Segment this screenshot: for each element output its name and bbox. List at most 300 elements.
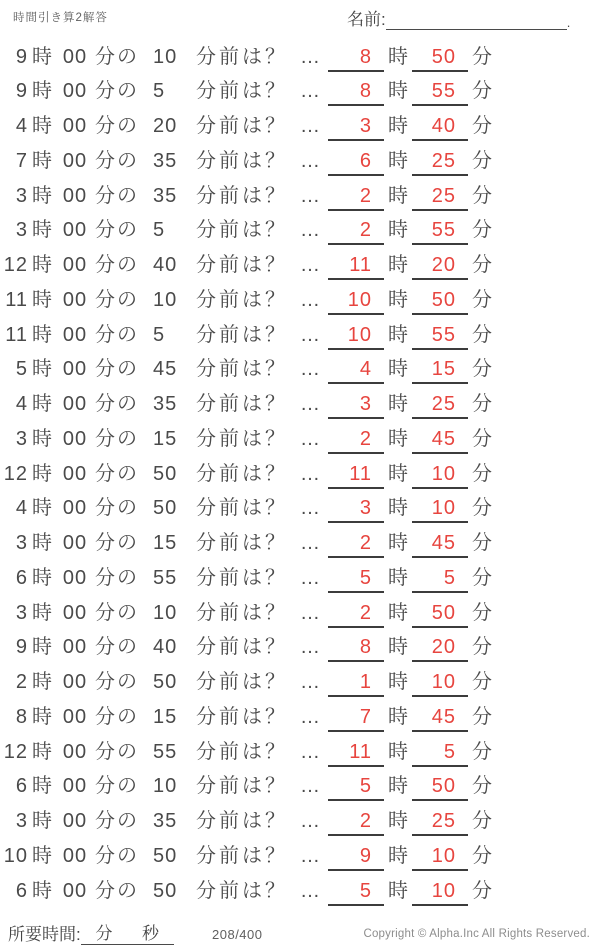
question-subtract-minutes: 40 <box>153 254 178 276</box>
question-hour: 12 <box>3 462 28 485</box>
problem-row <box>0 735 600 770</box>
answer-hour-blank: 3 <box>328 109 384 141</box>
question-base-minutes: 00 <box>62 288 88 311</box>
question-base-minutes: 00 <box>62 45 88 68</box>
problem-row <box>0 630 600 665</box>
question-subtract-minutes: 50 <box>153 462 178 485</box>
question-base-minutes: 00 <box>62 636 88 659</box>
answer-minutes-unit-label: 分 <box>472 740 492 763</box>
problem-row <box>0 561 600 596</box>
question-minutes-no-label: 分の <box>95 80 139 103</box>
problem-row <box>0 769 600 804</box>
question-minutes-no-label: 分の <box>95 775 139 798</box>
question-subtract-minutes: 40 <box>153 636 178 659</box>
question-subtract-minutes: 55 <box>153 740 178 763</box>
ellipsis-leader: … <box>300 80 320 103</box>
question-minutes-before-label: 分前は？ <box>196 844 288 867</box>
question-minutes-no-label: 分の <box>95 462 139 485</box>
answer-hour-unit-label: 時 <box>388 45 408 68</box>
question-subtract-minutes: 5 <box>153 219 166 242</box>
problem-list <box>0 40 600 909</box>
question-hour-unit-label: 時 <box>32 427 52 450</box>
answer-hour-unit-label: 時 <box>388 184 408 207</box>
question-base-minutes: 00 <box>62 601 88 624</box>
answer-hour-blank: 2 <box>328 179 384 211</box>
question-minutes-no-label: 分の <box>95 184 139 207</box>
problem-row <box>0 144 600 179</box>
ellipsis-leader: … <box>300 219 320 242</box>
answer-minutes-blank: 20 <box>412 630 468 662</box>
answer-minutes-blank: 40 <box>412 109 468 141</box>
answer-minutes-unit-label: 分 <box>472 566 492 589</box>
answer-hour-blank: 2 <box>328 526 384 558</box>
question-minutes-before-label: 分前は？ <box>196 149 288 172</box>
answer-minutes-blank: 50 <box>412 40 468 72</box>
question-hour-unit-label: 時 <box>32 45 52 68</box>
answer-minutes-blank: 10 <box>412 874 468 906</box>
question-base-minutes: 00 <box>62 149 88 172</box>
ellipsis-leader: … <box>300 184 320 207</box>
question-hour: 4 <box>15 393 28 415</box>
question-minutes-no-label: 分の <box>95 532 139 554</box>
question-minutes-before-label: 分前は？ <box>196 254 288 276</box>
answer-hour-blank: 7 <box>328 700 384 732</box>
question-subtract-minutes: 15 <box>153 427 178 450</box>
question-hour: 7 <box>15 149 28 172</box>
answer-hour-unit-label: 時 <box>388 358 408 381</box>
ellipsis-leader: … <box>300 601 320 624</box>
answer-minutes-blank: 25 <box>412 804 468 836</box>
answer-hour-blank: 1 <box>328 665 384 697</box>
question-base-minutes: 00 <box>62 427 88 450</box>
question-hour: 12 <box>3 254 28 276</box>
ellipsis-leader: … <box>300 462 320 485</box>
question-hour: 12 <box>3 740 28 763</box>
problem-row <box>0 491 600 526</box>
question-minutes-before-label: 分前は？ <box>196 462 288 485</box>
question-minutes-before-label: 分前は？ <box>196 636 288 659</box>
answer-hour-blank: 4 <box>328 352 384 384</box>
question-base-minutes: 00 <box>62 705 88 728</box>
answer-hour-unit-label: 時 <box>388 810 408 832</box>
question-subtract-minutes: 50 <box>153 671 178 693</box>
question-hour: 3 <box>15 184 28 207</box>
ellipsis-leader: … <box>300 45 320 68</box>
question-hour: 3 <box>15 810 28 832</box>
problem-row <box>0 213 600 248</box>
problem-row <box>0 179 600 214</box>
answer-hour-unit-label: 時 <box>388 149 408 172</box>
question-minutes-before-label: 分前は？ <box>196 879 288 902</box>
question-minutes-no-label: 分の <box>95 844 139 867</box>
answer-hour-unit-label: 時 <box>388 115 408 137</box>
ellipsis-leader: … <box>300 740 320 763</box>
answer-hour-unit-label: 時 <box>388 566 408 589</box>
question-minutes-before-label: 分前は？ <box>196 219 288 242</box>
problem-row <box>0 283 600 318</box>
question-minutes-before-label: 分前は？ <box>196 184 288 207</box>
ellipsis-leader: … <box>300 393 320 415</box>
answer-minutes-unit-label: 分 <box>472 601 492 624</box>
answer-hour-unit-label: 時 <box>388 705 408 728</box>
answer-hour-blank: 3 <box>328 491 384 523</box>
question-hour: 9 <box>15 45 28 68</box>
question-minutes-before-label: 分前は？ <box>196 705 288 728</box>
answer-hour-blank: 8 <box>328 630 384 662</box>
question-minutes-before-label: 分前は？ <box>196 497 288 520</box>
question-minutes-before-label: 分前は？ <box>196 323 288 346</box>
question-hour-unit-label: 時 <box>32 149 52 172</box>
question-minutes-before-label: 分前は？ <box>196 775 288 798</box>
question-base-minutes: 00 <box>62 254 88 276</box>
answer-minutes-blank: 10 <box>412 457 468 489</box>
answer-hour-unit-label: 時 <box>388 879 408 902</box>
question-subtract-minutes: 50 <box>153 844 178 867</box>
answer-hour-blank: 8 <box>328 40 384 72</box>
answer-hour-unit-label: 時 <box>388 636 408 659</box>
seconds-unit-label: 秒 <box>141 924 159 943</box>
question-hour: 11 <box>5 323 28 346</box>
answer-minutes-blank: 25 <box>412 387 468 419</box>
question-minutes-before-label: 分前は？ <box>196 358 288 381</box>
question-base-minutes: 00 <box>62 184 88 207</box>
answer-minutes-blank: 45 <box>412 700 468 732</box>
problem-row <box>0 665 600 700</box>
answer-hour-unit-label: 時 <box>388 775 408 798</box>
answer-minutes-unit-label: 分 <box>472 254 492 276</box>
answer-minutes-blank: 50 <box>412 596 468 628</box>
question-subtract-minutes: 5 <box>153 323 166 346</box>
answer-minutes-blank: 45 <box>412 526 468 558</box>
question-base-minutes: 00 <box>62 775 88 798</box>
question-hour: 9 <box>15 80 28 103</box>
answer-hour-blank: 5 <box>328 769 384 801</box>
answer-minutes-unit-label: 分 <box>472 45 492 68</box>
answer-hour-blank: 9 <box>328 839 384 871</box>
question-hour-unit-label: 時 <box>32 671 52 693</box>
question-subtract-minutes: 15 <box>153 532 178 554</box>
question-base-minutes: 00 <box>62 844 88 867</box>
question-subtract-minutes: 45 <box>153 358 178 381</box>
question-minutes-before-label: 分前は？ <box>196 810 288 832</box>
question-hour: 6 <box>15 879 28 902</box>
question-hour: 4 <box>15 497 28 520</box>
question-subtract-minutes: 10 <box>153 601 178 624</box>
answer-minutes-blank: 5 <box>412 735 468 767</box>
question-minutes-before-label: 分前は？ <box>196 45 288 68</box>
ellipsis-leader: … <box>300 636 320 659</box>
question-hour-unit-label: 時 <box>32 115 52 137</box>
question-minutes-before-label: 分前は？ <box>196 601 288 624</box>
question-hour-unit-label: 時 <box>32 323 52 346</box>
question-minutes-before-label: 分前は？ <box>196 427 288 450</box>
question-hour-unit-label: 時 <box>32 462 52 485</box>
ellipsis-leader: … <box>300 149 320 172</box>
answer-minutes-blank: 25 <box>412 179 468 211</box>
question-subtract-minutes: 10 <box>153 775 178 798</box>
ellipsis-leader: … <box>300 844 320 867</box>
ellipsis-leader: … <box>300 427 320 450</box>
answer-minutes-unit-label: 分 <box>472 879 492 902</box>
question-hour-unit-label: 時 <box>32 740 52 763</box>
answer-minutes-unit-label: 分 <box>472 775 492 798</box>
answer-minutes-blank: 15 <box>412 352 468 384</box>
answer-hour-blank: 2 <box>328 596 384 628</box>
problem-row <box>0 874 600 909</box>
question-subtract-minutes: 50 <box>153 879 178 902</box>
question-hour-unit-label: 時 <box>32 80 52 103</box>
question-hour-unit-label: 時 <box>32 254 52 276</box>
question-minutes-no-label: 分の <box>95 740 139 763</box>
question-minutes-before-label: 分前は？ <box>196 671 288 693</box>
answer-minutes-unit-label: 分 <box>472 427 492 450</box>
question-hour-unit-label: 時 <box>32 879 52 902</box>
answer-minutes-blank: 5 <box>412 561 468 593</box>
question-base-minutes: 00 <box>62 462 88 485</box>
question-hour-unit-label: 時 <box>32 636 52 659</box>
ellipsis-leader: … <box>300 566 320 589</box>
answer-hour-unit-label: 時 <box>388 288 408 311</box>
answer-hour-blank: 10 <box>328 318 384 350</box>
question-hour: 3 <box>15 601 28 624</box>
question-hour-unit-label: 時 <box>32 393 52 415</box>
answer-hour-unit-label: 時 <box>388 740 408 763</box>
question-minutes-before-label: 分前は？ <box>196 532 288 554</box>
question-hour-unit-label: 時 <box>32 497 52 520</box>
answer-hour-unit-label: 時 <box>388 601 408 624</box>
question-base-minutes: 00 <box>62 671 88 693</box>
problem-row <box>0 422 600 457</box>
answer-minutes-unit-label: 分 <box>472 149 492 172</box>
answer-hour-blank: 2 <box>328 422 384 454</box>
question-base-minutes: 00 <box>62 810 88 832</box>
question-minutes-before-label: 分前は？ <box>196 115 288 137</box>
answer-minutes-unit-label: 分 <box>472 393 492 415</box>
question-subtract-minutes: 35 <box>153 393 178 415</box>
question-subtract-minutes: 10 <box>153 45 178 68</box>
ellipsis-leader: … <box>300 497 320 520</box>
copyright-notice: Copyright © Alpha.Inc All Rights Reserved. <box>363 928 590 940</box>
answer-minutes-blank: 55 <box>412 74 468 106</box>
question-hour-unit-label: 時 <box>32 288 52 311</box>
question-base-minutes: 00 <box>62 115 88 137</box>
answer-minutes-unit-label: 分 <box>472 462 492 485</box>
question-minutes-no-label: 分の <box>95 497 139 520</box>
answer-minutes-unit-label: 分 <box>472 323 492 346</box>
answer-minutes-blank: 10 <box>412 839 468 871</box>
question-base-minutes: 00 <box>62 219 88 242</box>
answer-hour-blank: 11 <box>328 735 384 767</box>
question-minutes-no-label: 分の <box>95 705 139 728</box>
page-indicator: 208/400 <box>212 927 263 942</box>
question-hour: 6 <box>15 566 28 589</box>
question-hour: 5 <box>15 358 28 381</box>
question-base-minutes: 00 <box>62 80 88 103</box>
answer-hour-unit-label: 時 <box>388 844 408 867</box>
question-base-minutes: 00 <box>62 532 88 554</box>
problem-row <box>0 596 600 631</box>
question-hour: 11 <box>5 288 28 311</box>
question-hour-unit-label: 時 <box>32 184 52 207</box>
answer-minutes-unit-label: 分 <box>472 358 492 381</box>
elapsed-time-label: 所要時間: <box>8 925 81 944</box>
elapsed-time-field <box>8 920 174 945</box>
answer-minutes-unit-label: 分 <box>472 532 492 554</box>
question-minutes-before-label: 分前は？ <box>196 566 288 589</box>
problem-row <box>0 74 600 109</box>
question-hour: 2 <box>15 671 28 693</box>
name-label: 名前: <box>347 10 386 29</box>
problem-row <box>0 804 600 839</box>
answer-hour-unit-label: 時 <box>388 80 408 103</box>
ellipsis-leader: … <box>300 323 320 346</box>
answer-minutes-unit-label: 分 <box>472 115 492 137</box>
question-hour: 6 <box>15 775 28 798</box>
answer-hour-unit-label: 時 <box>388 462 408 485</box>
answer-hour-unit-label: 時 <box>388 323 408 346</box>
question-minutes-no-label: 分の <box>95 358 139 381</box>
minutes-unit-label: 分 <box>95 924 113 943</box>
question-subtract-minutes: 20 <box>153 115 178 137</box>
answer-hour-blank: 5 <box>328 561 384 593</box>
question-minutes-no-label: 分の <box>95 601 139 624</box>
question-hour: 3 <box>15 532 28 554</box>
question-subtract-minutes: 35 <box>153 810 178 832</box>
question-hour: 3 <box>15 219 28 242</box>
problem-row <box>0 387 600 422</box>
answer-minutes-blank: 25 <box>412 144 468 176</box>
answer-minutes-unit-label: 分 <box>472 671 492 693</box>
question-hour-unit-label: 時 <box>32 705 52 728</box>
problem-row <box>0 109 600 144</box>
answer-hour-blank: 6 <box>328 144 384 176</box>
ellipsis-leader: … <box>300 254 320 276</box>
question-minutes-no-label: 分の <box>95 149 139 172</box>
answer-minutes-unit-label: 分 <box>472 705 492 728</box>
problem-row <box>0 40 600 75</box>
question-hour-unit-label: 時 <box>32 810 52 832</box>
question-minutes-no-label: 分の <box>95 810 139 832</box>
problem-row <box>0 248 600 283</box>
question-hour-unit-label: 時 <box>32 775 52 798</box>
elapsed-time-blank-line <box>81 923 174 945</box>
question-hour-unit-label: 時 <box>32 566 52 589</box>
ellipsis-leader: … <box>300 288 320 311</box>
answer-minutes-unit-label: 分 <box>472 219 492 242</box>
answer-minutes-blank: 50 <box>412 283 468 315</box>
question-minutes-no-label: 分の <box>95 219 139 242</box>
question-base-minutes: 00 <box>62 497 88 520</box>
answer-hour-blank: 3 <box>328 387 384 419</box>
question-hour: 8 <box>15 705 28 728</box>
problem-row <box>0 318 600 353</box>
question-subtract-minutes: 5 <box>153 80 166 103</box>
name-blank-line <box>386 9 567 30</box>
answer-hour-unit-label: 時 <box>388 497 408 520</box>
problem-row <box>0 700 600 735</box>
answer-minutes-unit-label: 分 <box>472 636 492 659</box>
question-hour: 9 <box>15 636 28 659</box>
question-subtract-minutes: 10 <box>153 288 178 311</box>
answer-minutes-blank: 55 <box>412 213 468 245</box>
answer-minutes-unit-label: 分 <box>472 810 492 832</box>
question-minutes-no-label: 分の <box>95 427 139 450</box>
answer-minutes-unit-label: 分 <box>472 288 492 311</box>
problem-row <box>0 839 600 874</box>
question-minutes-no-label: 分の <box>95 115 139 137</box>
answer-hour-blank: 2 <box>328 804 384 836</box>
ellipsis-leader: … <box>300 671 320 693</box>
answer-hour-blank: 10 <box>328 283 384 315</box>
question-minutes-no-label: 分の <box>95 636 139 659</box>
question-subtract-minutes: 50 <box>153 497 178 520</box>
question-hour-unit-label: 時 <box>32 532 52 554</box>
answer-minutes-blank: 50 <box>412 769 468 801</box>
ellipsis-leader: … <box>300 115 320 137</box>
question-hour-unit-label: 時 <box>32 844 52 867</box>
question-base-minutes: 00 <box>62 323 88 346</box>
answer-hour-blank: 5 <box>328 874 384 906</box>
problem-row <box>0 457 600 492</box>
answer-minutes-unit-label: 分 <box>472 184 492 207</box>
ellipsis-leader: … <box>300 810 320 832</box>
answer-hour-unit-label: 時 <box>388 532 408 554</box>
question-minutes-no-label: 分の <box>95 254 139 276</box>
answer-hour-unit-label: 時 <box>388 427 408 450</box>
question-minutes-no-label: 分の <box>95 671 139 693</box>
question-subtract-minutes: 35 <box>153 184 178 207</box>
question-base-minutes: 00 <box>62 393 88 415</box>
question-subtract-minutes: 55 <box>153 566 178 589</box>
answer-hour-unit-label: 時 <box>388 219 408 242</box>
question-minutes-no-label: 分の <box>95 879 139 902</box>
question-hour-unit-label: 時 <box>32 601 52 624</box>
answer-hour-blank: 2 <box>328 213 384 245</box>
ellipsis-leader: … <box>300 358 320 381</box>
question-base-minutes: 00 <box>62 879 88 902</box>
answer-minutes-blank: 45 <box>412 422 468 454</box>
question-hour: 3 <box>15 427 28 450</box>
answer-hour-blank: 8 <box>328 74 384 106</box>
answer-minutes-blank: 55 <box>412 318 468 350</box>
answer-minutes-unit-label: 分 <box>472 844 492 867</box>
page-title: 時間引き算2解答 <box>13 12 108 24</box>
question-hour: 4 <box>15 115 28 137</box>
answer-minutes-blank: 10 <box>412 665 468 697</box>
ellipsis-leader: … <box>300 705 320 728</box>
question-minutes-no-label: 分の <box>95 566 139 589</box>
question-base-minutes: 00 <box>62 566 88 589</box>
question-subtract-minutes: 35 <box>153 149 178 172</box>
answer-minutes-unit-label: 分 <box>472 497 492 520</box>
ellipsis-leader: … <box>300 532 320 554</box>
ellipsis-leader: … <box>300 775 320 798</box>
question-minutes-no-label: 分の <box>95 323 139 346</box>
question-minutes-before-label: 分前は？ <box>196 740 288 763</box>
question-base-minutes: 00 <box>62 740 88 763</box>
question-hour-unit-label: 時 <box>32 219 52 242</box>
question-minutes-no-label: 分の <box>95 288 139 311</box>
answer-minutes-blank: 20 <box>412 248 468 280</box>
name-line-period: . <box>566 15 571 30</box>
answer-hour-unit-label: 時 <box>388 254 408 276</box>
question-minutes-before-label: 分前は？ <box>196 393 288 415</box>
answer-hour-unit-label: 時 <box>388 671 408 693</box>
question-minutes-no-label: 分の <box>95 45 139 68</box>
question-minutes-before-label: 分前は？ <box>196 288 288 311</box>
question-minutes-before-label: 分前は？ <box>196 80 288 103</box>
ellipsis-leader: … <box>300 879 320 902</box>
